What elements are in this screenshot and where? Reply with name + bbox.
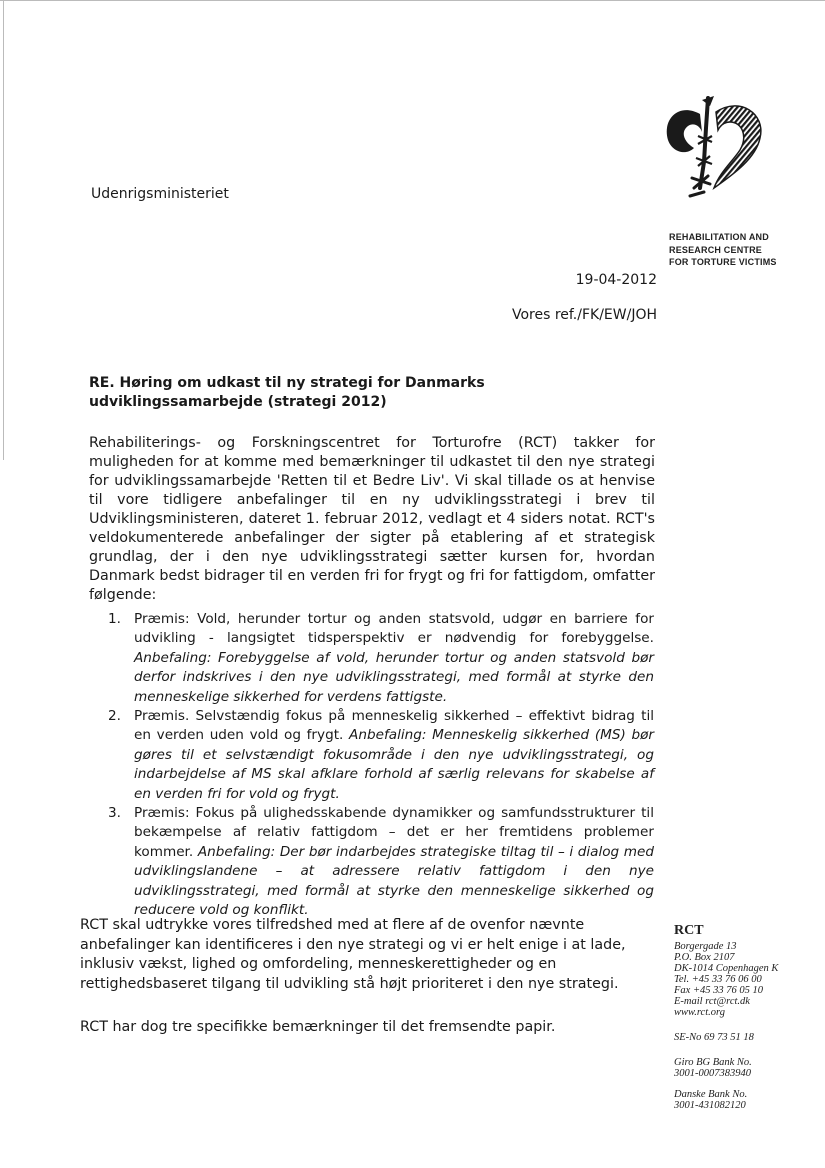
bank-number: 3001-431082120 [674, 1100, 746, 1111]
recommendation-text: Anbefaling: Menneskelig sikkerhed (MS) bør gøres til et selvstændigt fokusområde i den nye udviklingsstrategi, og indarbejdelse af MS skal afklare forhold af særlig relevans for skabelse af en verden fri for vold og frygt. [134, 727, 654, 802]
remarks-paragraph: RCT har dog tre specifikke bemærkninger til det fremsendte papir. [80, 1019, 556, 1035]
list-number: 1. [108, 611, 121, 627]
giro-number: 3001-0007383940 [674, 1068, 751, 1079]
giro-label: Giro BG Bank No. [674, 1057, 752, 1068]
se-number: SE-No 69 73 51 18 [674, 1032, 754, 1043]
email-line: E-mail rct@rct.dk [674, 996, 750, 1007]
sender-org-name [669, 231, 777, 269]
subject-heading: RE. Høring om udkast til ny strategi for Danmarks udviklingssamarbejde (strategi 2012) [89, 375, 485, 410]
address-line: DK-1014 Copenhagen K [674, 963, 779, 974]
recommendation-text: Anbefaling: Forebyggelse af vold, herunder tortur og anden statsvold bør derfor indskrives i den nye udviklingsstrategi, med formål at styrke den menneskelige sikkerhed for verdens fattigste. [134, 649, 654, 705]
premise-text: Præmis. Selvstændig fokus på menneskelig sikkerhed – effektivt bidrag til en verden uden vold og frygt. [134, 708, 654, 744]
recommendation-list [108, 610, 654, 921]
intro-paragraph: Rehabiliterings- og Forskningscentret for Torturofre (RCT) takker for muligheden for at komme med bemærkninger til udkastet til den nye strategi for udviklingssamarbejde 'Retten til et Bedre Liv'. Vi skal tillade os at henvise til vore tidligere anbefalinger til en ny udviklingsstrategi i brev til Udviklingsministeren, dateret 1. februar 2012, vedlagt et 4 siders notat. RCT's veldokumenterede anbefalinger der sigter på etablering af et strategisk grundlag, der i den nye udviklingsstrategi sætter kursen for, hvordan Danmark bedst bidrager til en verden fri for frygt og fri for fattigdom, omfatter følgende: [89, 435, 655, 603]
contact-block [674, 922, 809, 1111]
website-line: www.rct.org [674, 1007, 725, 1018]
sender-org-line: FOR TORTURE VICTIMS [669, 257, 777, 267]
list-number: 2. [108, 708, 121, 725]
address-line: Borgergade 13 [674, 941, 737, 952]
scan-border-mark [0, 0, 825, 1]
contact-title: RCT [674, 923, 704, 938]
premise-text: Præmis: Vold, herunder tortur og anden statsvold, udgør en barriere for udvikling - langsigtet tidsperspektiv er nødvendig for forebyggelse. [134, 611, 654, 647]
reference: Vores ref./FK/EW/JOH [511, 307, 657, 323]
scan-border-mark [3, 0, 4, 460]
address-line: P.O. Box 2107 [674, 952, 735, 963]
list-item [108, 610, 654, 707]
list-item [108, 804, 654, 920]
recommendation-text: Anbefaling: Der bør indarbejdes strategiske tiltag til – i dialog med udviklingslandene – at adressere relativ fattigdom i den nye udviklingsstrategi, med formål at styrke den menneskelige sikkerhed og reducere vold og konflikt. [134, 843, 655, 919]
bank-label: Danske Bank No. [674, 1089, 748, 1100]
satisfaction-paragraph: RCT skal udtrykke vores tilfredshed med at flere af de ovenfor nævnte anbefalinger kan identificeres i den nye strategi og vi er helt enige i at lade, inklusiv vækst, lighed og omfordeling, menneskerettigheder og en rettighedsbaseret tilgang til udvikling stå højt prioriteret i den nye strategi. [80, 917, 626, 992]
phone-line: Tel. +45 33 76 06 00 [674, 974, 762, 985]
sender-org-line: REHABILITATION AND [669, 232, 769, 242]
list-number: 3. [108, 805, 121, 822]
premise-text: Præmis: Fokus på ulighedsskabende dynamikker og samfundsstrukturer til bekæmpelse af relativ fattigdom – det er her fremtidens problemer kommer. [134, 805, 654, 860]
fax-line: Fax +45 33 76 05 10 [674, 985, 764, 996]
letter-date: 19-04-2012 [575, 272, 657, 288]
sender-org-line: RESEARCH CENTRE [669, 244, 763, 255]
recipient: Udenrigsministeriet [91, 186, 229, 202]
rct-heart-logo-icon [660, 92, 768, 204]
list-item [108, 707, 654, 804]
